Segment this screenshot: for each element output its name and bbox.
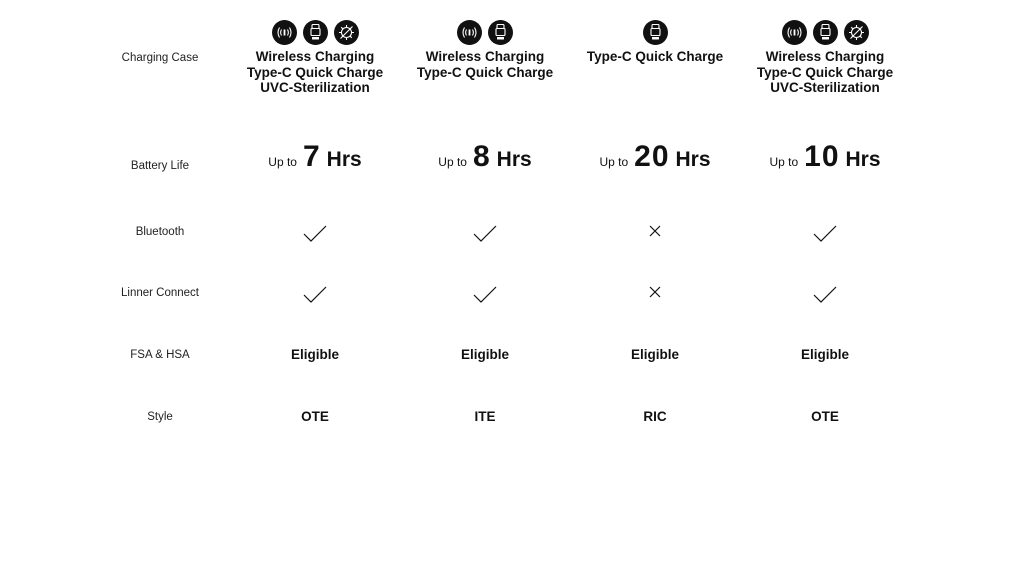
cross-icon	[648, 224, 662, 238]
product-1-battery	[230, 140, 400, 174]
battery-hours: 8	[472, 140, 491, 173]
wireless-charging-icon	[782, 20, 807, 45]
check-icon	[302, 224, 328, 244]
battery-hours: 20	[634, 140, 670, 173]
battery-unit: Hrs	[326, 148, 362, 171]
check-icon	[302, 285, 328, 305]
bluetooth-label: Bluetooth	[135, 226, 185, 238]
linner-connect-label: Linner Connect	[121, 287, 199, 299]
type-c-charge-icon	[813, 20, 838, 45]
type-c-charge-icon	[488, 20, 513, 45]
product-3-bluetooth	[570, 224, 740, 238]
product-1-linner-connect	[230, 285, 400, 305]
product-3-linner-connect	[570, 285, 740, 299]
product-3-charging-case	[570, 20, 740, 65]
product-4-style: OTE	[811, 409, 839, 424]
product-2-feature-icons	[400, 20, 570, 46]
product-1-feature-icons	[230, 20, 400, 46]
type-c-charge-icon	[643, 20, 668, 45]
product-3-fsa-hsa: Eligible	[630, 347, 679, 362]
cross-icon	[648, 285, 662, 299]
wireless-charging-icon	[457, 20, 482, 45]
type-c-charge-icon	[303, 20, 328, 45]
check-icon	[472, 224, 498, 244]
product-2-feature-1: Wireless Charging	[425, 49, 545, 64]
product-4-feature-icons	[740, 20, 910, 46]
product-3-feature-1: Type-C Quick Charge	[586, 49, 724, 64]
product-4-feature-1: Wireless Charging	[765, 49, 885, 64]
product-1-fsa-hsa: Eligible	[290, 347, 339, 362]
uvc-sterilization-icon	[844, 20, 869, 45]
product-2-feature-2: Type-C Quick Charge	[416, 64, 554, 80]
battery-unit: Hrs	[675, 148, 711, 171]
product-3-style: RIC	[643, 409, 667, 424]
product-4-bluetooth	[740, 224, 910, 244]
product-3-feature-icons	[570, 20, 740, 46]
check-icon	[812, 224, 838, 244]
product-1-feature-1: Wireless Charging	[255, 49, 375, 64]
charging-case-label: Charging Case	[121, 52, 199, 64]
product-1-style: OTE	[301, 409, 329, 424]
product-4-feature-3: UVC-Sterilization	[770, 80, 880, 95]
battery-prefix: Up to	[438, 155, 467, 169]
fsa-hsa-label: FSA & HSA	[130, 349, 190, 361]
style-label: Style	[147, 411, 173, 423]
product-4-battery	[740, 140, 910, 174]
battery-life-label: Battery Life	[130, 160, 190, 172]
battery-prefix: Up to	[769, 155, 799, 169]
product-4-charging-case	[740, 20, 910, 96]
battery-hours: 10	[804, 140, 840, 173]
battery-unit: Hrs	[496, 148, 532, 171]
battery-hours: 7	[302, 140, 321, 173]
product-1-bluetooth	[230, 224, 400, 244]
product-2-fsa-hsa: Eligible	[460, 347, 509, 362]
product-4-fsa-hsa: Eligible	[800, 347, 849, 362]
product-1-feature-3: UVC-Sterilization	[260, 80, 370, 95]
product-3-battery	[570, 140, 740, 174]
product-1-feature-2: Type-C Quick Charge	[246, 64, 384, 80]
product-2-style: ITE	[474, 409, 496, 424]
product-1-charging-case	[230, 20, 400, 96]
battery-unit: Hrs	[845, 148, 881, 171]
battery-prefix: Up to	[599, 155, 629, 169]
uvc-sterilization-icon	[334, 20, 359, 45]
wireless-charging-icon	[272, 20, 297, 45]
product-2-battery	[400, 140, 570, 174]
product-2-linner-connect	[400, 285, 570, 305]
check-icon	[812, 285, 838, 305]
product-2-charging-case	[400, 20, 570, 80]
product-4-feature-2: Type-C Quick Charge	[756, 64, 894, 80]
product-2-bluetooth	[400, 224, 570, 244]
product-4-linner-connect	[740, 285, 910, 305]
battery-prefix: Up to	[268, 155, 297, 169]
check-icon	[472, 285, 498, 305]
